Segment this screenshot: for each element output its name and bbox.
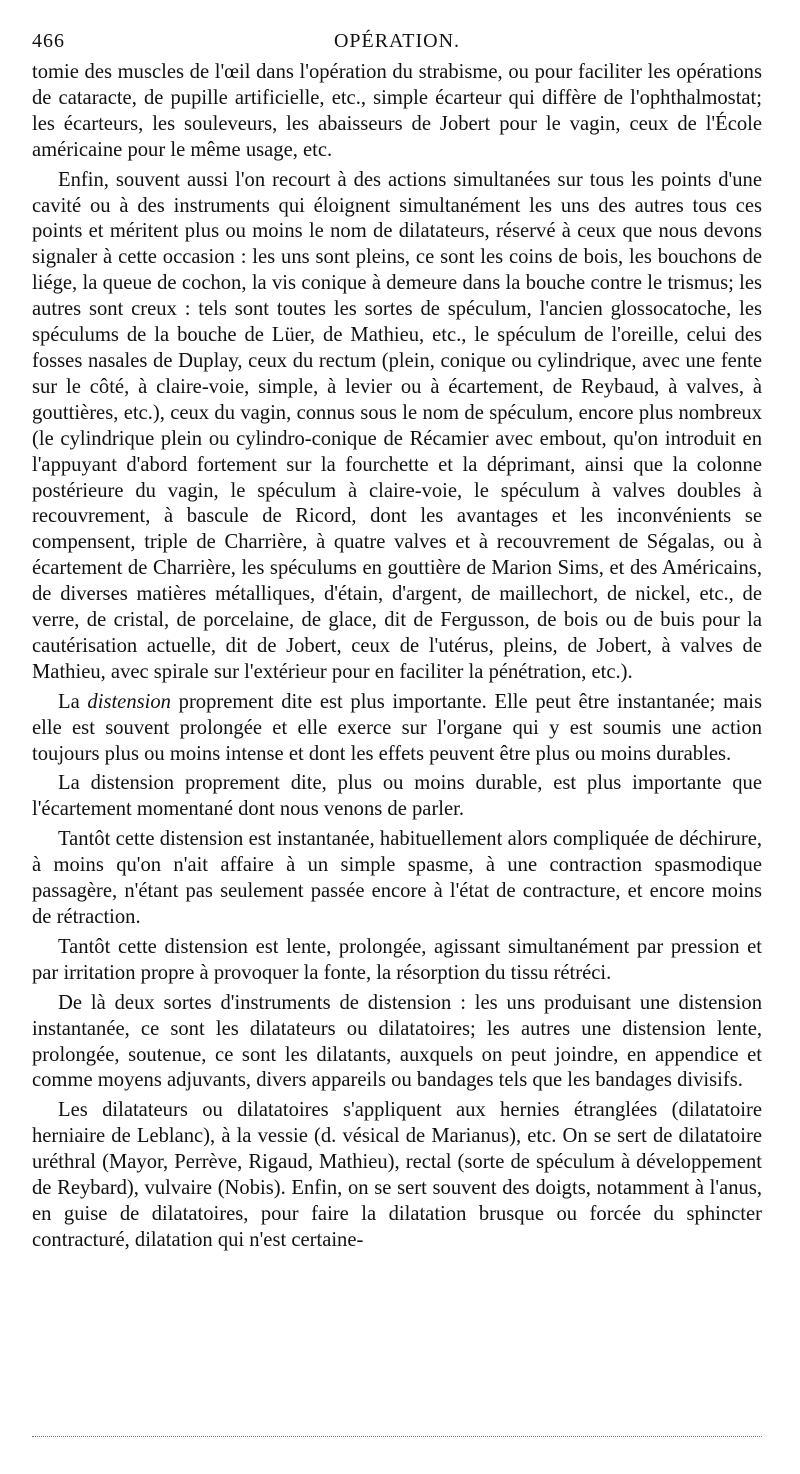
paragraph-dilatatoires: Les dilatateurs ou dilatatoires s'appliquent aux hernies étranglées (dilatatoire herniaire de Leblanc), à la vessie (d. vésical de Marianus), etc. On se sert de dilatatoire uréthral (Mayor, Perrève, Rigaud, Mathieu), rectal (sorte de spéculum à développement de Reybard), vulvaire (Nobis). Enfin, on se sert souvent des doigts, notamment à l'anus, en guise de dilatatoires, pour faire la dilatation brusque ou forcée du sphincter contracturé, dilatation qui n'est certaine- [32,1099,762,1251]
paragraph-distension [32,690,762,768]
distension-rest: proprement dite est plus importante. Elle peut être instantanée; mais elle est souvent prolongée et elle exerce sur l'organe qui y est soumis une action toujours plus ou moins intense et dont les effets peuvent être plus ou moins durables. [32,690,762,765]
running-title: OPÉRATION. [333,30,461,52]
page-number: 466 [32,30,65,52]
paragraph-distension-lente: Tantôt cette distension est lente, prolongée, agissant simultanément par pression et par irritation propre à provoquer la fonte, la résorption du tissu rétréci. [32,935,762,984]
page-header [32,30,762,60]
distension-emphasis: distension [87,690,171,713]
distension-lead: La [58,690,88,713]
paragraph-instruments: De là deux sortes d'instruments de distension : les uns produisant une distension instantanée, ce sont les dilatateurs ou dilatatoires; les autres une distension lente, prolongée, soutenue, ce sont les dilatants, auxquels on peut joindre, en appendice et comme moyens adjuvants, divers appareils ou bandages tels que les bandages divisifs. [32,991,762,1092]
body-text [32,60,762,1254]
paragraph-dilatateurs: Enfin, souvent aussi l'on recourt à des actions simultanées sur tous les points d'une cavité ou à des instruments qui éloignent simultanément les uns des autres tous ces points et méritent plus ou moins le nom de dilatateurs, réservé à ceux que nous devons signaler à cette occasion : les uns sont pleins, ce sont les coins de bois, les bouchons de liége, la queue de cochon, la vis conique à demeure dans la bouche contre le trismus; les autres sont creux : tels sont toutes les sortes de spéculum, l'ancien glossocatoche, les spéculums de la bouche de Lüer, de Mathieu, etc., le spéculum de l'oreille, celui des fosses nasales de Duplay, ceux du rectum (plein, conique ou cylindrique, avec une fente sur le côté, à claire-voie, simple, à levier ou à écartement, de Reybaud, à valves, à gouttières, etc.), ceux du vagin, connus sous le nom de spéculum, encore plus nombreux (le cylindrique plein ou cylindro-conique de Récamier avec embout, qu'on introduit en l'appuyant d'abord fortement sur la fourchette et la déprimant, ainsi que la colonne postérieure du vagin, le spéculum à claire-voie, le spéculum à valves doubles à recouvrement, à bascule de Ricord, dont les avantages et les inconvénients se compensent, triple de Charrière, à quatre valves et à recouvrement de Ségalas, ou à écartement de Charrière, les spéculums en gouttière de Marion Sims, et des Américains, de diverses matières métalliques, d'étain, d'argent, de maillechort, de nickel, etc., de verre, de cristal, de porcelaine, de glace, dit de Fergusson, de bois ou de buis pour la cautérisation actuelle, dit de Jobert, ceux de l'utérus, pleins, de Jobert, à valves de Mathieu, avec spirale sur l'extérieur pour en faciliter la pénétration, etc.). [32,168,762,683]
paragraph-continued: tomie des muscles de l'œil dans l'opération du strabisme, ou pour faciliter les opérations de cataracte, de pupille artificielle, etc., simple écarteur qui diffère de l'ophthalmostat; les écarteurs, les souleveurs, les abaisseurs de Jobert pour le vagin, ceux de l'École américaine pour le même usage, etc. [32,61,762,161]
paragraph-distension-durable: La distension proprement dite, plus ou moins durable, est plus importante que l'écartement momentané dont nous venons de parler. [32,772,762,821]
paragraph-distension-instantanee: Tantôt cette distension est instantanée, habituellement alors compliquée de déchirure, à moins qu'on n'ait affaire à un simple spasme, à une contraction spasmodique passagère, n'étant pas seulement passée encore à l'état de contracture, et encore moins de rétraction. [32,828,762,928]
footer-rule [32,1436,762,1437]
